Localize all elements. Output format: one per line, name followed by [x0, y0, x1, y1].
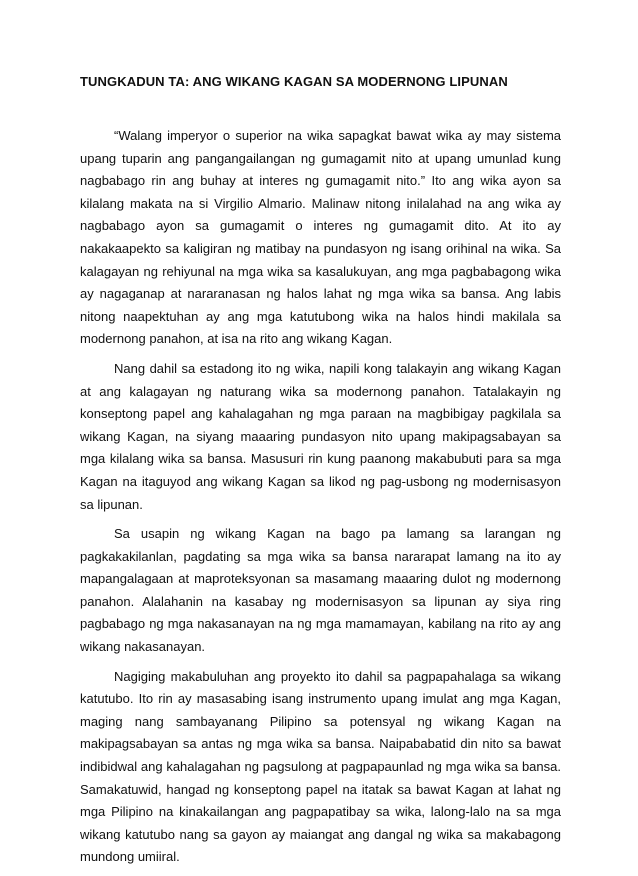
paragraph-2: Nang dahil sa estadong ito ng wika, napili kong talakayin ang wikang Kagan at ang kalagayan ng naturang wika sa modernong panahon. Tatalakayin ng konseptong papel ang kahalagahan ng mga paraan na magbibigay pagkilala sa wikang Kagan, na siyang maaaring pundasyon nito upang makipagsabayan sa mga kilalang wika sa bansa. Masusuri rin kung paanong makabubuti para sa mga Kagan na itaguyod ang wikang Kagan sa likod ng pag-usbong ng modernisasyon sa lipunan. — [80, 360, 561, 512]
paragraph-1: “Walang imperyor o superior na wika sapagkat bawat wika ay may sistema upang tuparin ang pangangailangan ng gumagamit nito at upang umunlad kung nagbabago rin ang buhay at interes ng gumagamit nito.” Ito ang wika ayon sa kilalang makata na si Virgilio Almario. Malinaw nitong inilalahad na ang wika ay nagbabago ayon sa gumagamit o interes ng gumagamit dito. At ito ay nakakaapekto sa kaligiran ng matibay na pundasyon ng isang orihinal na wika. Sa kalagayan ng rehiyunal na mga wika sa kasalukuyan, ang mga pagbabagong wika ay nagaganap at nararanasan ng halos lahat ng mga wika sa bansa. Ang labis nitong naapektuhan ay ang mga katutubong wika na halos hindi makilala sa modernong panahon, at isa na rito ang wikang Kagan. — [80, 128, 561, 347]
paragraph-4: Nagiging makabuluhan ang proyekto ito dahil sa pagpapahalaga sa wikang katutubo. Ito rin ay masasabing isang instrumento upang imulat ang mga Kagan, maging nang sambayanang Pilipino sa potensyal ng wikang Kagan na makipagsabayan sa antas ng mga wika sa bansa. Naipababatid din nito sa bawat indibidwal ang kahalagahan ng pagsulong at pagpapaunlad ng mga wika sa bansa. Samakatuwid, hangad ng konseptong papel na itatak sa bawat Kagan at lahat ng mga Pilipino na kinakailangan ang pagpapatibay sa wika, lalong-lalo na sa mga wikang katutubo nang sa gayon ay maiangat ang dangal ng wika sa makabagong mundong umiiral. — [80, 668, 561, 865]
paragraph-3: Sa usapin ng wikang Kagan na bago pa lamang sa larangan ng pagkakakilanlan, pagdating sa mga wika sa bansa nararapat lamang na ito ay mapangalagaan at maproteksyonan sa masamang maaaring dulot ng modernong panahon. Alalahanin na kasabay ng modernisasyon sa lipunan ay siya ring pagbabago ng mga nakasanayan na ng mga mamamayan, kabilang na rito ay ang wikang nakasanayan. — [80, 526, 561, 655]
document-body — [80, 125, 561, 876]
document-title: TUNGKADUN TA: ANG WIKANG KAGAN SA MODERNONG LIPUNAN — [80, 74, 508, 89]
